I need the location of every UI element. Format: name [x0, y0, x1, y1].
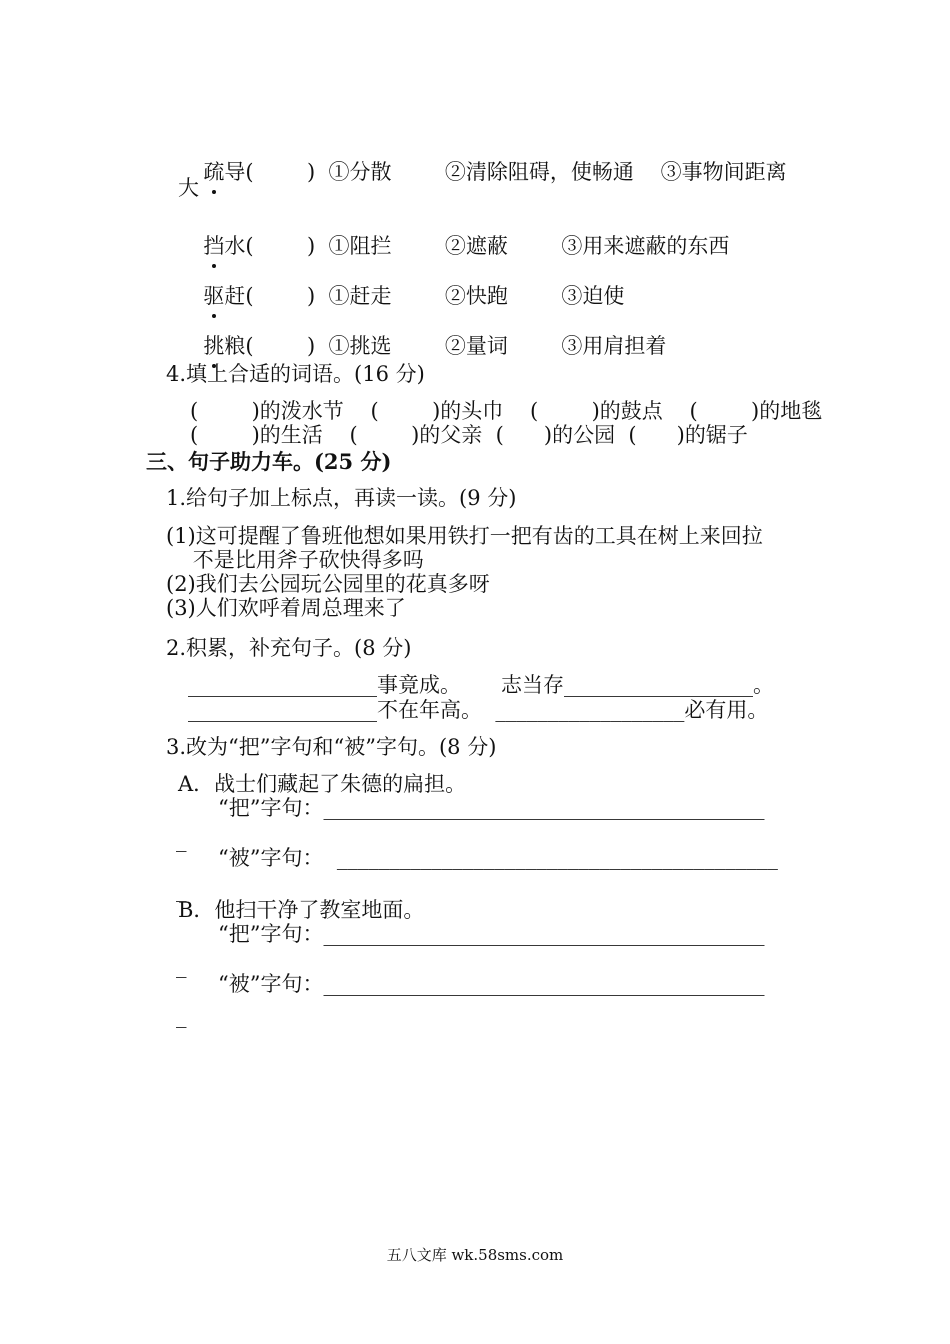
s3-q1-item-2: (2)我们去公园玩公园里的花真多呀 — [166, 572, 490, 596]
q3-item-3 — [190, 260, 624, 308]
bei-label: “被”字句： — [218, 972, 324, 996]
q3-item-3-options: ①赶走 ②快跑 ③迫使 — [328, 284, 625, 308]
footer-watermark: 五八文库 wk.58sms.com — [386, 1246, 564, 1264]
s3-q3-title: 3.改为“把”字句和“被”字句。(8 分) — [166, 735, 497, 759]
answer-line[interactable]: __________________________________________ — [323, 796, 765, 820]
q3-item-4-options: ①挑选 ②量词 ③用肩担着 — [328, 334, 667, 358]
ba-label: “把”字句： — [218, 922, 324, 946]
q3-item-2 — [190, 210, 729, 258]
answer-line[interactable]: __________________________________________ — [336, 846, 778, 870]
s3-q3-a-ba-row[interactable] — [218, 796, 764, 820]
q3-item-4-word: 挑粮 — [203, 334, 245, 358]
answer-tail: _ — [176, 954, 187, 978]
q4-row-2[interactable]: ( )的生活 ( )的父亲 ( )的公园 ( )的锯子 — [190, 423, 748, 447]
s3-q2-row-2[interactable]: __________________不在年高。 __________________必有用。 — [188, 698, 769, 722]
q3-item-4-blank[interactable]: ( ) — [245, 334, 316, 358]
bei-label: “被”字句： — [218, 846, 324, 870]
q3-item-2-blank[interactable]: ( ) — [245, 234, 316, 258]
q4-row-1[interactable]: ( )的泼水节 ( )的头巾 ( )的鼓点 ( )的地毯 — [190, 399, 823, 423]
s3-q2-row-1[interactable]: __________________事竟成。 志当存__________________。 — [188, 673, 775, 697]
q3-item-1-wrap: 大 — [178, 176, 199, 200]
q3-item-1 — [190, 136, 787, 184]
q3-item-2-word: 挡水 — [203, 234, 245, 258]
answer-line[interactable]: __________________________________________ — [323, 922, 765, 946]
s3-q3-b: B．他扫干净了教室地面。 — [178, 898, 425, 922]
q3-item-2-options: ①阻拦 ②遮蔽 ③用来遮蔽的东西 — [328, 234, 730, 258]
s3-q2-title: 2.积累，补充句子。(8 分) — [166, 636, 412, 660]
s3-q1-item-1: (1)这可提醒了鲁班他想如果用铁打一把有齿的工具在树上来回拉 — [166, 524, 763, 548]
answer-tail: _ — [176, 828, 187, 852]
s3-q3-b-bei-row[interactable] — [218, 972, 764, 996]
q3-item-1-blank[interactable]: ( ) — [245, 160, 316, 184]
answer-line[interactable]: __________________________________________ — [323, 972, 765, 996]
ba-label: “把”字句： — [218, 796, 324, 820]
emphasis-dot — [212, 190, 216, 194]
section-3-title: 三、句子助力车。(25 分) — [146, 449, 392, 474]
s3-q3-b-ba-row[interactable] — [218, 922, 764, 946]
s3-q1-item-3: (3)人们欢呼着周总理来了 — [166, 596, 406, 620]
answer-tail: _ — [176, 1004, 187, 1028]
s3-q3-a-bei-row[interactable] — [218, 846, 778, 870]
answer-tail: _ — [176, 878, 187, 902]
q3-item-4 — [190, 310, 666, 358]
q3-item-3-word: 驱赶 — [203, 284, 245, 308]
s3-q3-a: A．战士们藏起了朱德的扁担。 — [178, 772, 467, 796]
q3-item-1-word: 疏导 — [203, 160, 245, 184]
s3-q1-item-1-cont: 不是比用斧子砍快得多吗 — [166, 548, 424, 572]
q3-item-1-options: ①分散 ②清除阻碍，使畅通 ③事物间距离 — [328, 160, 787, 184]
q4-title: 4.填上合适的词语。(16 分) — [166, 362, 425, 386]
s3-q1-title: 1.给句子加上标点，再读一读。(9 分) — [166, 486, 517, 510]
q3-item-3-blank[interactable]: ( ) — [245, 284, 316, 308]
